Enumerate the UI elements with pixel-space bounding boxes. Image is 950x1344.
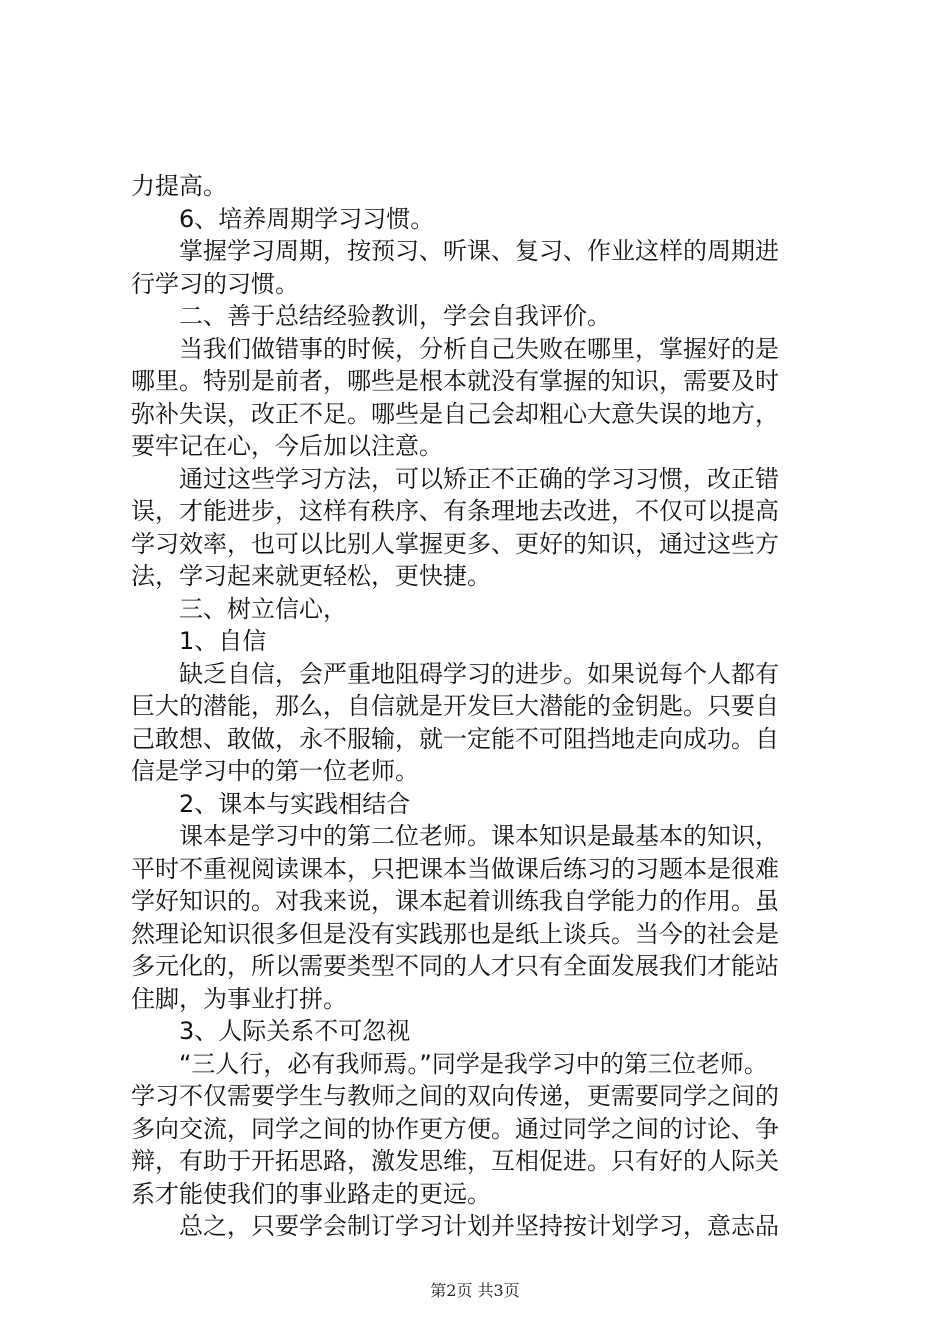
text-line: 住脚，为事业打拼。 — [131, 984, 347, 1013]
text-line: 然理论知识很多但是没有实践那也是纸上谈兵。当今的社会是 — [131, 919, 779, 948]
text-line: 多向交流，同学之间的协作更方便。通过同学之间的讨论、争 — [131, 1114, 779, 1143]
text-line: 课本是学习中的第二位老师。课本知识是最基本的知识， — [179, 822, 779, 850]
text-line: 学习效率，也可以比别人掌握更多、更好的知识，通过这些方 — [131, 529, 779, 558]
text-line: 己敢想、敢做，永不服输，就一定能不可阻挡地走向成功。自 — [131, 724, 779, 753]
text-line: “三人行，必有我师焉。”同学是我学习中的第三位老师。 — [179, 1049, 768, 1078]
text-line: 三、树立信心， — [179, 594, 347, 623]
text-line: 缺乏自信，会严重地阻碍学习的进步。如果说每个人都有 — [179, 659, 779, 688]
text-line: 力提高。 — [131, 172, 227, 200]
text-line: 总之，只要学会制订学习计划并坚持按计划学习，意志品 — [179, 1212, 779, 1240]
text-line: 6、培养周期学习习惯。 — [179, 204, 435, 233]
text-line: 弥补失误，改正不足。哪些是自己会却粗心大意失误的地方， — [131, 399, 779, 428]
text-line: 行学习的习惯。 — [131, 269, 299, 298]
text-line: 通过这些学习方法，可以矫正不正确的学习习惯，改正错 — [179, 464, 779, 493]
text-line: 辩，有助于开拓思路，激发思维，互相促进。只有好的人际关 — [131, 1147, 779, 1175]
text-line: 哪里。特别是前者，哪些是根本就没有掌握的知识，需要及时 — [131, 367, 779, 395]
text-line: 掌握学习周期，按预习、听课、复习、作业这样的周期进 — [179, 237, 779, 265]
text-line: 平时不重视阅读课本，只把课本当做课后练习的习题本是很难 — [131, 854, 779, 883]
text-line: 巨大的潜能，那么，自信就是开发巨大潜能的金钥匙。只要自 — [131, 692, 779, 720]
document-body — [131, 170, 851, 1243]
text-line: 二、善于总结经验教训，学会自我评价。 — [179, 302, 611, 330]
text-line: 3、人际关系不可忽视 — [179, 1017, 411, 1045]
text-line: 误，才能进步，这样有秩序、有条理地去改进，不仅可以提高 — [131, 497, 779, 525]
text-line: 系才能使我们的事业路走的更远。 — [131, 1179, 491, 1208]
text-line: 学习不仅需要学生与教师之间的双向传递，更需要同学之间的 — [131, 1082, 779, 1110]
page-number-footer: 第2页 共3页 — [430, 1281, 520, 1300]
text-line: 法，学习起来就更轻松，更快捷。 — [131, 562, 491, 590]
text-line: 信是学习中的第一位老师。 — [131, 757, 419, 785]
text-line: 2、课本与实践相结合 — [179, 789, 411, 818]
text-line: 多元化的，所以需要类型不同的人才只有全面发展我们才能站 — [131, 952, 779, 980]
text-line: 当我们做错事的时候，分析自己失败在哪里，掌握好的是 — [179, 334, 779, 363]
text-line: 要牢记在心，今后加以注意。 — [131, 432, 443, 460]
text-line: 学好知识的。对我来说，课本起着训练我自学能力的作用。虽 — [131, 887, 779, 915]
text-line: 1、自信 — [179, 627, 267, 655]
